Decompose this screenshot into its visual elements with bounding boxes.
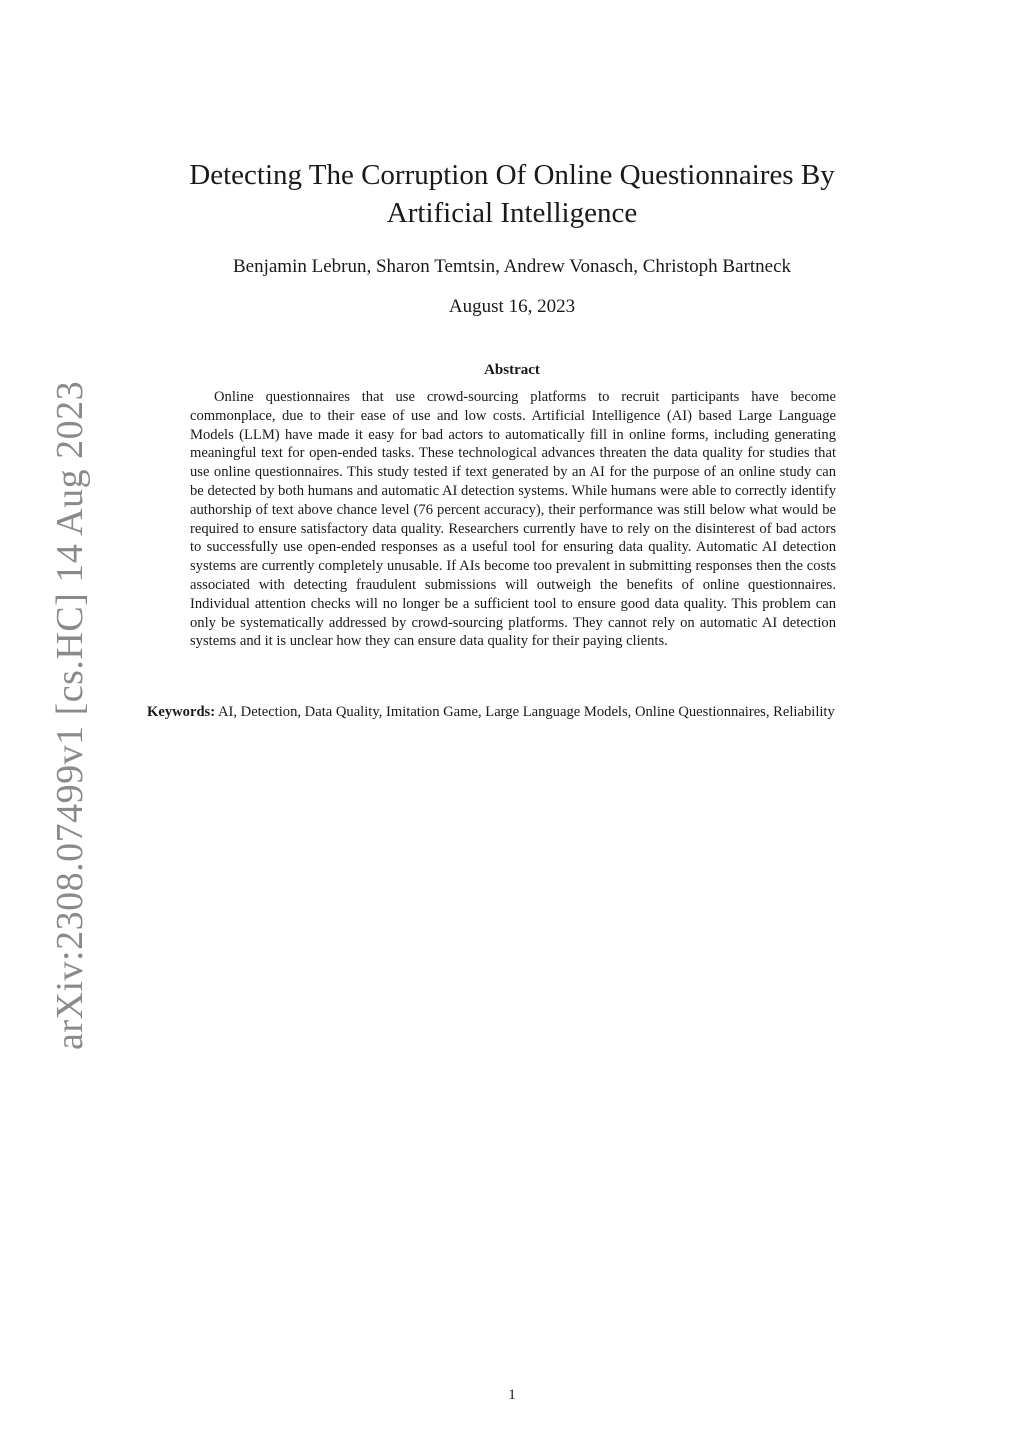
keywords-line xyxy=(147,702,881,722)
keywords-label: Keywords: xyxy=(147,704,216,720)
publication-date: August 16, 2023 xyxy=(448,296,576,317)
abstract-text: Online questionnaires that use crowd-sourcing platforms to recruit participants have become commonplace, due to their ease of use and low costs. Artificial Intelligence (AI) based Large Language Models (LLM) have made it easy for bad actors to automatically fill in online forms, including generating meaningful text for open-ended tasks. These technological advances threaten the data quality for studies that use online questionnaires. This study tested if text generated by an AI for the purpose of an online study can be detected by both humans and automatic AI detection systems. While humans were able to correctly identify authorship of text above chance level (76 percent accuracy), their performance was still below what would be required to ensure satisfactory data quality. Researchers currently have to rely on the disinterest of bad actors to successfully use open-ended responses as a useful tool for ensuring data quality. Automatic AI detection systems are currently completely unusable. If AIs become too prevalent in submitting responses then the costs associated with detecting fraudulent submissions will outweigh the benefits of online questionnaires. Individual attention checks will no longer be a sufficient tool to ensure good data quality. This problem can only be systematically addressed by crowd-sourcing platforms. They cannot rely on automatic AI detection systems and it is unclear how they can ensure data quality for their paying clients. xyxy=(190,389,836,650)
arxiv-identifier-stamp: arXiv:2308.07499v1 [cs.HC] 14 Aug 2023 xyxy=(49,380,91,1050)
page-number: 1 xyxy=(508,1387,516,1403)
keywords-text: AI, Detection, Data Quality, Imitation Game, Large Language Models, Online Questionnaires, Reliability xyxy=(217,704,835,720)
paper-title: Detecting The Corruption Of Online Questionnaires By Artificial Intelligence xyxy=(189,159,835,229)
abstract-heading: Abstract xyxy=(484,362,540,378)
author-list: Benjamin Lebrun, Sharon Temtsin, Andrew Vonasch, Christoph Bartneck xyxy=(232,256,792,277)
